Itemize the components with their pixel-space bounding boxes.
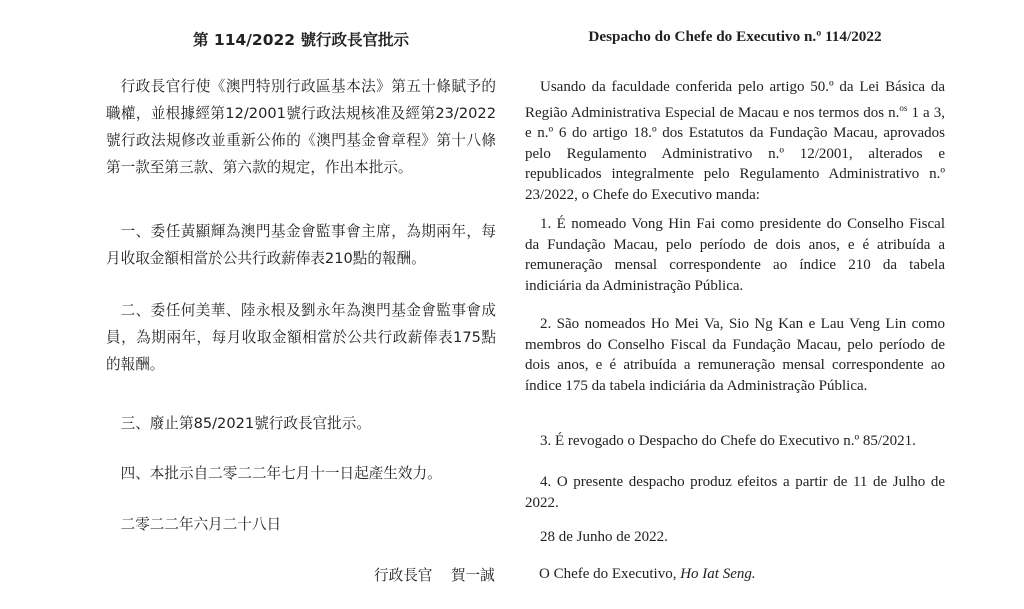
pt-item-3: 3. É revogado o Despacho do Chefe do Executivo n.º 85/2021.: [540, 433, 916, 449]
zh-signer-name: 賀一誠: [450, 567, 495, 584]
pt-intro-superscript: os: [899, 102, 908, 113]
pt-signer-prefix: O Chefe do Executivo,: [539, 566, 681, 582]
pt-signer-name: Ho Iat Seng.: [680, 566, 756, 582]
pt-date: 28 de Junho de 2022.: [540, 529, 668, 545]
pt-title: Despacho do Chefe do Executivo n.º 114/2022: [588, 28, 882, 45]
pt-signature: [539, 566, 756, 583]
zh-item-3: 三、廢止第85/2021號行政長官批示。: [120, 415, 371, 432]
zh-item-2: 二、委任何美華、陸永根及劉永年為澳門基金會監事會成員，為期兩年，每月收取金額相當於公共行政薪俸表175點的報酬。: [106, 302, 496, 373]
zh-item-4: 四、本批示自二零二二年七月十一日起產生效力。: [120, 465, 442, 482]
zh-title: 第 114/2022 號行政長官批示: [193, 31, 409, 49]
pt-intro-part-a: Usando da faculdade conferida pelo artigo 50.º da Lei Básica da Região Administrativa Especial de Macau e nos termos dos n.: [525, 79, 945, 121]
zh-signer-title: 行政長官: [374, 567, 433, 584]
pt-item-2: 2. São nomeados Ho Mei Va, Sio Ng Kan e Lau Veng Lin como membros do Conselho Fiscal da Fundação Macau, pelo período de dois anos, e é atribuída a remuneração mensal correspondente ao índice 175 da tabela indiciária da Administração Pública.: [525, 316, 945, 394]
zh-item-1: 一、委任黃顯輝為澳門基金會監事會主席，為期兩年，每月收取金額相當於公共行政薪俸表210點的報酬。: [106, 223, 496, 267]
zh-signature: [374, 564, 495, 585]
zh-date: 二零二二年六月二十八日: [120, 516, 282, 533]
pt-item-1: 1. É nomeado Vong Hin Fai como presidente do Conselho Fiscal da Fundação Macau, pelo período de dois anos, e é atribuída a remuneração mensal correspondente ao índice 210 da tabela indiciária da Administração Pública.: [525, 216, 945, 294]
zh-intro: 行政長官行使《澳門特別行政區基本法》第五十條賦予的職權，並根據經第12/2001號行政法規核准及經第23/2022號行政法規修改並重新公佈的《澳門基金會章程》第十八條第一款至第三款、第六款的規定，作出本批示。: [106, 78, 496, 176]
pt-item-4: 4. O presente despacho produz efeitos a partir de 11 de Julho de 2022.: [525, 474, 945, 511]
pt-intro: [525, 77, 945, 205]
pt-intro-part-b: 1 a 3, e n.º 6 do artigo 18.º dos Estatutos da Fundação Macau, aprovados pelo Regulamento Administrativo n.º 12/2001, alterados e republicados integralmente pelo Regulamento Administrativo n.º 23/2022, o Chefe do Executivo manda:: [525, 104, 945, 203]
